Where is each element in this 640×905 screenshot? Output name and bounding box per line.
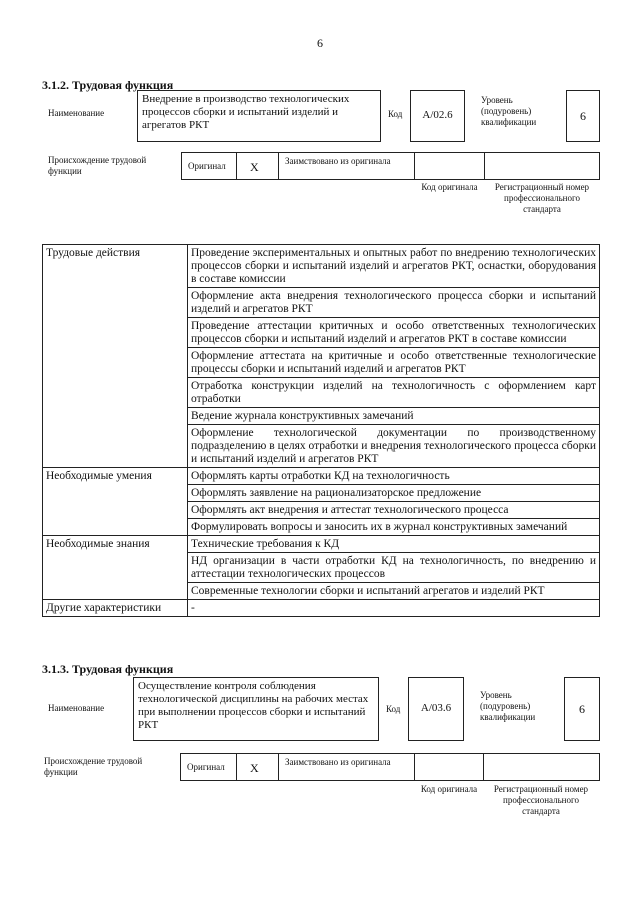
page-number: 6 [317, 36, 323, 50]
borrowed-label-1: Заимствовано из оригинала [285, 156, 391, 166]
function-name-1 [137, 90, 381, 142]
borrowed-label-2: Заимствовано из оригинала [285, 757, 391, 767]
origin-label-1: Происхождение трудовой функции [48, 155, 147, 176]
origin-label-2: Происхождение трудовой функции [44, 756, 143, 777]
action-item: Проведение экспериментальных и опытных работ по внедрению технологических процессов сборки и испытаний изделий и агрегатов РКТ, оснастки, оборудования в составе комиссии [188, 245, 600, 288]
knowledge-label: Необходимые знания [43, 536, 188, 600]
original-cell-2 [180, 753, 237, 781]
original-cell-1 [181, 152, 237, 180]
skill-item: Формулировать вопросы и заносить их в журнал конструктивных замечаний [188, 519, 600, 536]
code-label-2: Код [386, 704, 401, 714]
function-name-1-text: Внедрение в производство технологических процессов сборки и испытаний изделий и агрегатов РКТ [142, 93, 350, 131]
other-value: - [188, 600, 600, 617]
name-label-1: Наименование [48, 108, 105, 118]
level-label-1: Уровень (подуровень) квалификации [481, 95, 537, 127]
code-original-cell-1 [414, 152, 485, 180]
code-original-caption-2: Код оригинала [420, 784, 478, 794]
skill-item: Оформлять заявление на рационализаторское предложение [188, 485, 600, 502]
action-item: Проведение аттестации критичных и особо ответственных технологических процессов сборки и испытаний изделий и агрегатов РКТ в составе комиссии [188, 318, 600, 348]
code-value-2 [408, 677, 464, 741]
code-value-1-text: А/02.6 [422, 109, 453, 121]
skills-label: Необходимые умения [43, 468, 188, 536]
original-mark-2: X [250, 761, 259, 775]
level-value-2 [564, 677, 600, 741]
level-value-2-text: 6 [579, 702, 585, 716]
original-label-2: Оригинал [187, 762, 225, 772]
function-name-2 [133, 677, 379, 741]
knowledge-item: Технические требования к КД [188, 536, 600, 553]
action-item: Оформление акта внедрения технологического процесса сборки и испытаний изделий и агрегатов РКТ [188, 288, 600, 318]
code-label-1: Код [388, 109, 403, 119]
code-original-caption-1: Код оригинала [421, 182, 478, 192]
knowledge-item: НД организации в части отработки КД на технологичность, по внедрению и аттестации технологических процессов [188, 553, 600, 583]
table-row [43, 245, 600, 288]
borrowed-cell-1 [278, 152, 415, 180]
action-item: Оформление технологической документации по производственному подразделению в целях отработки и внедрения технологического процесса сборки и испытаний изделий и агрегатов РКТ [188, 425, 600, 468]
table-row [43, 600, 600, 617]
level-value-1-text: 6 [580, 109, 586, 123]
reg-number-caption-2: Регистрационный номер профессионального стандарта [493, 784, 589, 816]
section-heading-1: 3.1.2. Трудовая функция [42, 78, 174, 92]
original-mark-cell-1 [236, 152, 279, 180]
original-mark-1: X [250, 160, 259, 174]
skill-item: Оформлять карты отработки КД на технологичность [188, 468, 600, 485]
section-heading-2: 3.1.3. Трудовая функция [42, 662, 174, 676]
other-label: Другие характеристики [43, 600, 188, 617]
table-row [43, 468, 600, 485]
code-original-cell-2 [414, 753, 484, 781]
action-item: Отработка конструкции изделий на технологичность с оформлением карт отработки [188, 378, 600, 408]
action-item: Оформление аттестата на критичные и особо ответственные технологические процессы сборки и испытаний изделий и агрегатов РКТ [188, 348, 600, 378]
actions-label: Трудовые действия [43, 245, 188, 468]
table-row [43, 536, 600, 553]
name-label-2: Наименование [48, 703, 105, 713]
original-label-1: Оригинал [188, 161, 226, 171]
code-value-2-text: А/03.6 [420, 702, 452, 714]
action-item: Ведение журнала конструктивных замечаний [188, 408, 600, 425]
level-label-2: Уровень (подуровень) квалификации [480, 690, 536, 722]
code-value-1 [410, 90, 465, 142]
skill-item: Оформлять акт внедрения и аттестат технологического процесса [188, 502, 600, 519]
function-name-2-text: Осуществление контроля соблюдения технологической дисциплины на рабочих местах при выполнении процессов сборки и испытаний РКТ [138, 680, 369, 731]
reg-number-cell-2 [483, 753, 600, 781]
reg-number-caption-1: Регистрационный номер профессионального стандарта [494, 182, 590, 214]
level-value-1 [566, 90, 600, 142]
reg-number-cell-1 [484, 152, 600, 180]
borrowed-cell-2 [278, 753, 415, 781]
knowledge-item: Современные технологии сборки и испытаний агрегатов и изделий РКТ [188, 583, 600, 600]
original-mark-cell-2 [236, 753, 279, 781]
labor-function-table [42, 244, 600, 617]
